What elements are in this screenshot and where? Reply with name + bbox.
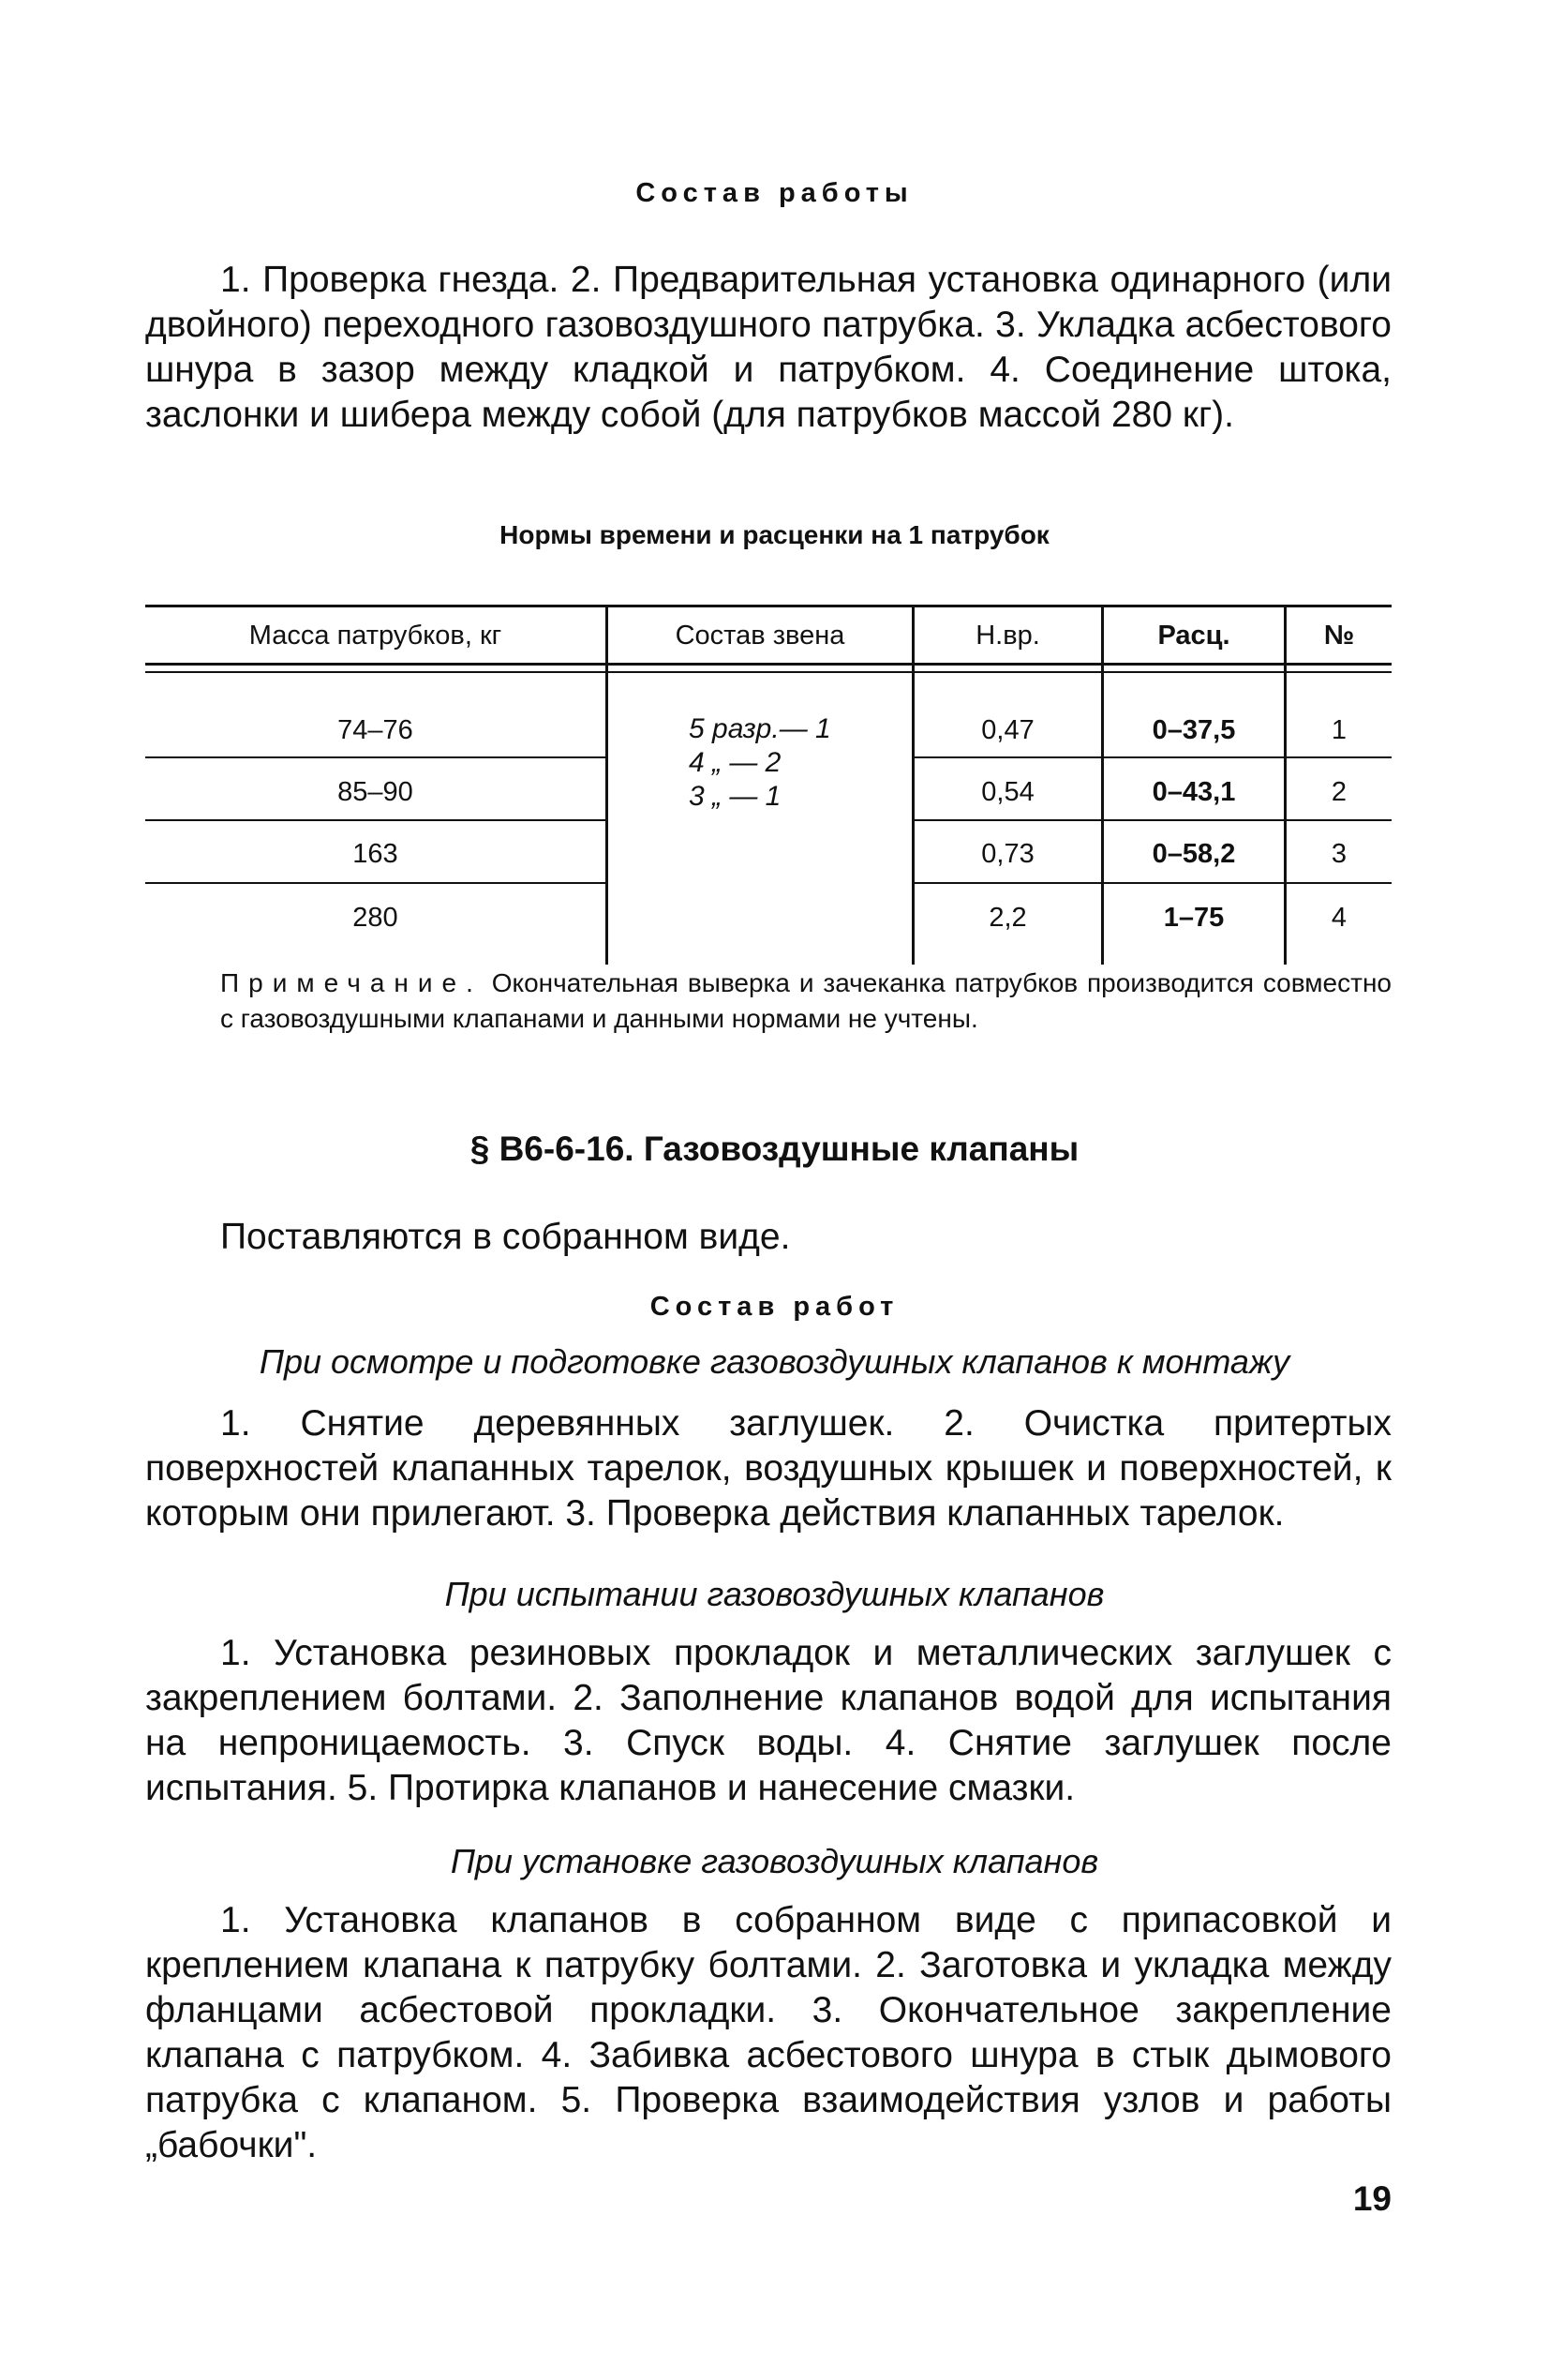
page-number: 19 [1352, 2179, 1392, 2218]
inspection-text [145, 1401, 1392, 1536]
work-composition-text [145, 258, 1392, 438]
table-row-2-nvr: 0,54 [981, 777, 1035, 807]
testing-text [145, 1631, 1392, 1811]
crew-line-1: 5 разр.— 1 [689, 713, 831, 744]
row-sep-3-right [914, 882, 1392, 884]
note-label: Примечание. [220, 968, 483, 997]
table-row-2-rate: 0–43,1 [1152, 777, 1236, 807]
table-row-1-rate: 0–37,5 [1152, 715, 1236, 745]
note-text: Окончательная выверка и зачеканка патрубков производится совместно с газовоздушными клапанами и данными нормами не учтены. [220, 968, 1392, 1033]
table-header-border [145, 663, 1392, 666]
section-title: § В6-6-16. Газовоздушные клапаны [469, 1130, 1080, 1168]
table-row-3-nvr: 0,73 [981, 839, 1035, 869]
header-mass: Масса патрубков, кг [248, 621, 502, 651]
table-row-2-mass: 85–90 [337, 777, 413, 807]
header-rate: Расц. [1157, 621, 1230, 651]
table-header-border-double [145, 671, 1392, 673]
section-intro: Поставляются в собранном виде. [220, 1217, 791, 1257]
table-row-3-mass: 163 [352, 839, 398, 869]
table-row-3-rate: 0–58,2 [1152, 839, 1236, 869]
row-sep-2-left [145, 819, 607, 821]
table-row-4-rate: 1–75 [1163, 903, 1225, 933]
col-sep-1 [605, 605, 608, 965]
subheading-inspection: При осмотре и подготовке газовоздушных клапанов к монтажу [259, 1342, 1290, 1381]
table-row-2-number: 2 [1331, 777, 1348, 807]
installation-text-body: 1. Установка клапанов в собранном виде с припасовкой и креплением клапана к патрубку болтами. 2. Заготовка и укладка между фланцами асбестовой прокладки. 3. Окончательное закрепление клапана с патрубком. 4. Забивка асбестового шнура в стык дымового патрубка с клапаном. 5. Проверка взаимодействия узлов и работы „бабочки". [145, 1900, 1392, 2165]
row-sep-1-left [145, 756, 607, 758]
header-crew: Состав звена [675, 621, 845, 651]
testing-text-body: 1. Установка резиновых прокладок и металлических заглушек с закреплением болтами. 2. Заполнение клапанов водой для испытания на непроницаемость. 3. Спуск воды. 4. Снятие заглушек после испытания. 5. Протирка клапанов и нанесение смазки. [145, 1633, 1392, 1808]
table-row-1-nvr: 0,47 [981, 715, 1035, 745]
row-sep-2-right [914, 819, 1392, 821]
table-row-4-number: 4 [1331, 903, 1348, 933]
header-nvr: Н.вр. [976, 621, 1040, 651]
installation-text [145, 1898, 1392, 2168]
work-composition-heading: Состав работы [635, 178, 914, 208]
table-top-border [145, 605, 1392, 607]
row-sep-3-left [145, 882, 607, 884]
header-number: № [1323, 621, 1355, 651]
inspection-text-body: 1. Снятие деревянных заглушек. 2. Очистка притертых поверхностей клапанных тарелок, воздушных крышек и поверхностей, к которым они прилегают. 3. Проверка действия клапанных тарелок. [145, 1403, 1392, 1534]
table-row-1-number: 1 [1331, 715, 1348, 745]
crew-line-2: 4 „ — 2 [689, 747, 782, 778]
table-note [220, 965, 1392, 1037]
table-row-4-nvr: 2,2 [989, 903, 1027, 933]
work-heading-2: Состав работ [649, 1292, 900, 1322]
subheading-testing: При испытании газовоздушных клапанов [444, 1575, 1105, 1613]
crew-line-3: 3 „ — 1 [689, 781, 782, 812]
table-row-4-mass: 280 [352, 903, 398, 933]
table-title: Нормы времени и расценки на 1 патрубок [499, 520, 1050, 549]
row-sep-1-right [914, 756, 1392, 758]
table-row-3-number: 3 [1331, 839, 1348, 869]
work-composition-text-body: 1. Проверка гнезда. 2. Предварительная установка одинарного (или двойного) переходного газовоздушного патрубка. 3. Укладка асбестового шнура в зазор между кладкой и патрубком. 4. Соединение штока, заслонки и шибера между собой (для патрубков массой 280 кг). [145, 260, 1392, 435]
table-row-1-mass: 74–76 [337, 715, 413, 745]
subheading-installation: При установке газовоздушных клапанов [450, 1842, 1099, 1880]
